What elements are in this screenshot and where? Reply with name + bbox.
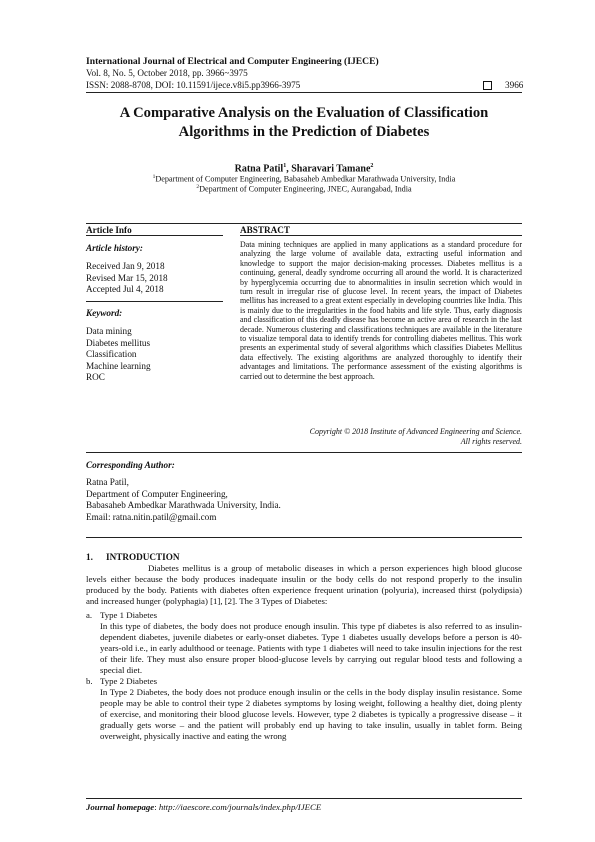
keyword-item: Data mining [86, 326, 132, 336]
footer-rule [86, 798, 522, 799]
title-line-1: A Comparative Analysis on the Evaluation of Classification [119, 105, 489, 121]
homepage-link[interactable]: http://iaescore.com/journals/index.php/IJECE [158, 802, 322, 812]
affiliation-1-text: Department of Computer Engineering, Babasaheb Ambedkar Marathwada University, India [155, 174, 456, 184]
corresponding-email: Email: ratna.nitin.patil@gmail.com [86, 511, 217, 522]
affiliation-1 [86, 174, 522, 184]
info-top-rule [86, 223, 522, 224]
author-2: Sharavari Tamane [291, 163, 371, 175]
received-date: Received Jan 9, 2018 [86, 261, 165, 271]
issn-doi: ISSN: 2088-8708, DOI: 10.11591/ijece.v8i5.pp3966-3975 [86, 80, 301, 90]
homepage-separator: : [154, 802, 159, 812]
square-icon [483, 81, 492, 90]
copyright [240, 427, 522, 447]
keyword-list [86, 326, 151, 384]
volume-info: Vol. 8, No. 5, October 2018, pp. 3966~3975 [86, 68, 248, 78]
page-number: 3966 [505, 80, 524, 90]
abstract-text: Data mining techniques are applied in many applications as a standard procedure for analyzing the large volume of available data, extracting useful information and knowledge to support the major decision-making processes. Diabetes mellitus is a continuing, general, deadly syndrome occurring all around the world. It is characterized by hyperglycemia occurring due to abnormalities in insulin secretion which would in turn result in irregular rise of glucose level. In recent years, the impact of Diabetes mellitus has increased to a great extent especially in developing countries like India. This is mainly due to the irregularities in the food habits and life style. Thus, early diagnosis and classification of this deadly disease has become an active area of research in the last decade. Numerous clustering and classifications techniques are available in the literature to visualize temporal data to identify trends for controlling diabetes mellitus. This work presents an experimental study of several algorithms which classifies Diabetes Mellitus data effectively. The existing algorithms are analyzed thoroughly to identify their advantages and limitations. The performance assessment of the existing algorithms is carried out to determine the best approach. [240, 240, 522, 381]
list-marker-b: b. [86, 676, 93, 686]
journal-homepage [86, 802, 321, 812]
info-bottom-rule [86, 452, 522, 453]
intro-heading: INTRODUCTION [106, 552, 180, 562]
type1-title: Type 1 Diabetes [100, 610, 158, 620]
revised-date: Revised Mar 15, 2018 [86, 272, 168, 283]
intro-number: 1. [86, 552, 93, 562]
author-1: Ratna Patil [234, 163, 284, 175]
paper-title [86, 104, 522, 142]
keyword-item: Classification [86, 349, 137, 360]
keyword-item: ROC [86, 372, 105, 383]
article-info-heading: Article Info [86, 225, 132, 235]
list-marker-a: a. [86, 610, 93, 620]
affiliation-1-sup: 1 [152, 174, 156, 180]
keyword-label: Keyword: [86, 308, 123, 318]
copyright-line-1: Copyright © 2018 Institute of Advanced Engineering and Science. [309, 427, 522, 436]
author-1-sup: 1 [283, 163, 287, 169]
article-info-underline [86, 235, 223, 236]
corresponding-details [86, 477, 281, 523]
corresponding-dept: Department of Computer Engineering, [86, 488, 228, 499]
corresponding-label: Corresponding Author: [86, 460, 175, 470]
author-separator: , [286, 163, 292, 175]
type1-text: In this type of diabetes, the body does not produce enough insulin. This type pf diabetes is also referred to as insulin-dependent diabetes, juvenile diabetes or early-onset diabetes. Type 1 diabetes usually develops before a person is 40-years-old i.e., in early adulthood or teenage. Patients with type 1 diabetes will need to take insulin injections for the rest of their life. They must also ensure proper blood-glucose levels by carrying out regular blood tests and following a special diet. [100, 621, 522, 676]
accepted-date: Accepted Jul 4, 2018 [86, 284, 164, 295]
keyword-item: Machine learning [86, 360, 151, 371]
copyright-line-2: All rights reserved. [460, 437, 522, 446]
authors [86, 163, 522, 174]
corresponding-univ: Babasaheb Ambedkar Marathwada University, India. [86, 500, 281, 511]
type2-text: In Type 2 Diabetes, the body does not produce enough insulin or the cells in the body display insulin resistance. Some people may be able to control their type 2 diabetes symptoms by losing weight, following a healthy diet, doing plenty of exercise, and monitoring their blood glucose levels. However, type 2 diabetes is typically a progressive disease – it gradually gets worse – and the patient will probably end up having to take insulin, usually in tablet form. Being overweight, physically inactive and eating the wrong [100, 687, 522, 742]
affiliation-2-sup: 2 [196, 184, 200, 190]
abstract-underline [240, 235, 522, 236]
corresponding-rule [86, 537, 522, 538]
article-history [86, 261, 168, 296]
homepage-label: Journal homepage [86, 802, 155, 812]
article-history-label: Article history: [86, 243, 143, 253]
header-rule [86, 92, 522, 93]
corresponding-name: Ratna Patil, [86, 477, 129, 487]
affiliation-2-text: Department of Computer Engineering, JNEC, Aurangabad, India [199, 184, 412, 194]
title-line-2: Algorithms in the Prediction of Diabetes [178, 124, 430, 140]
abstract-heading: ABSTRACT [240, 225, 291, 235]
intro-paragraph: Diabetes mellitus is a group of metabolic diseases in which a person experiences high blood glucose levels either because the body produces inadequate insulin or the body cells do not respond properly to the insulin produced by the body. Patients with diabetes often experience frequent urination (polyuria), increased thirst (polydipsia) and increased hunger (polyphagia) [1], [2]. The 3 Types of Diabetes: [86, 563, 522, 607]
type2-title: Type 2 Diabetes [100, 676, 158, 686]
journal-name: International Journal of Electrical and Computer Engineering (IJECE) [86, 56, 379, 67]
keyword-item: Diabetes mellitus [86, 337, 151, 348]
affiliation-2 [86, 184, 522, 194]
history-rule [86, 301, 223, 302]
author-2-sup: 2 [370, 163, 374, 169]
